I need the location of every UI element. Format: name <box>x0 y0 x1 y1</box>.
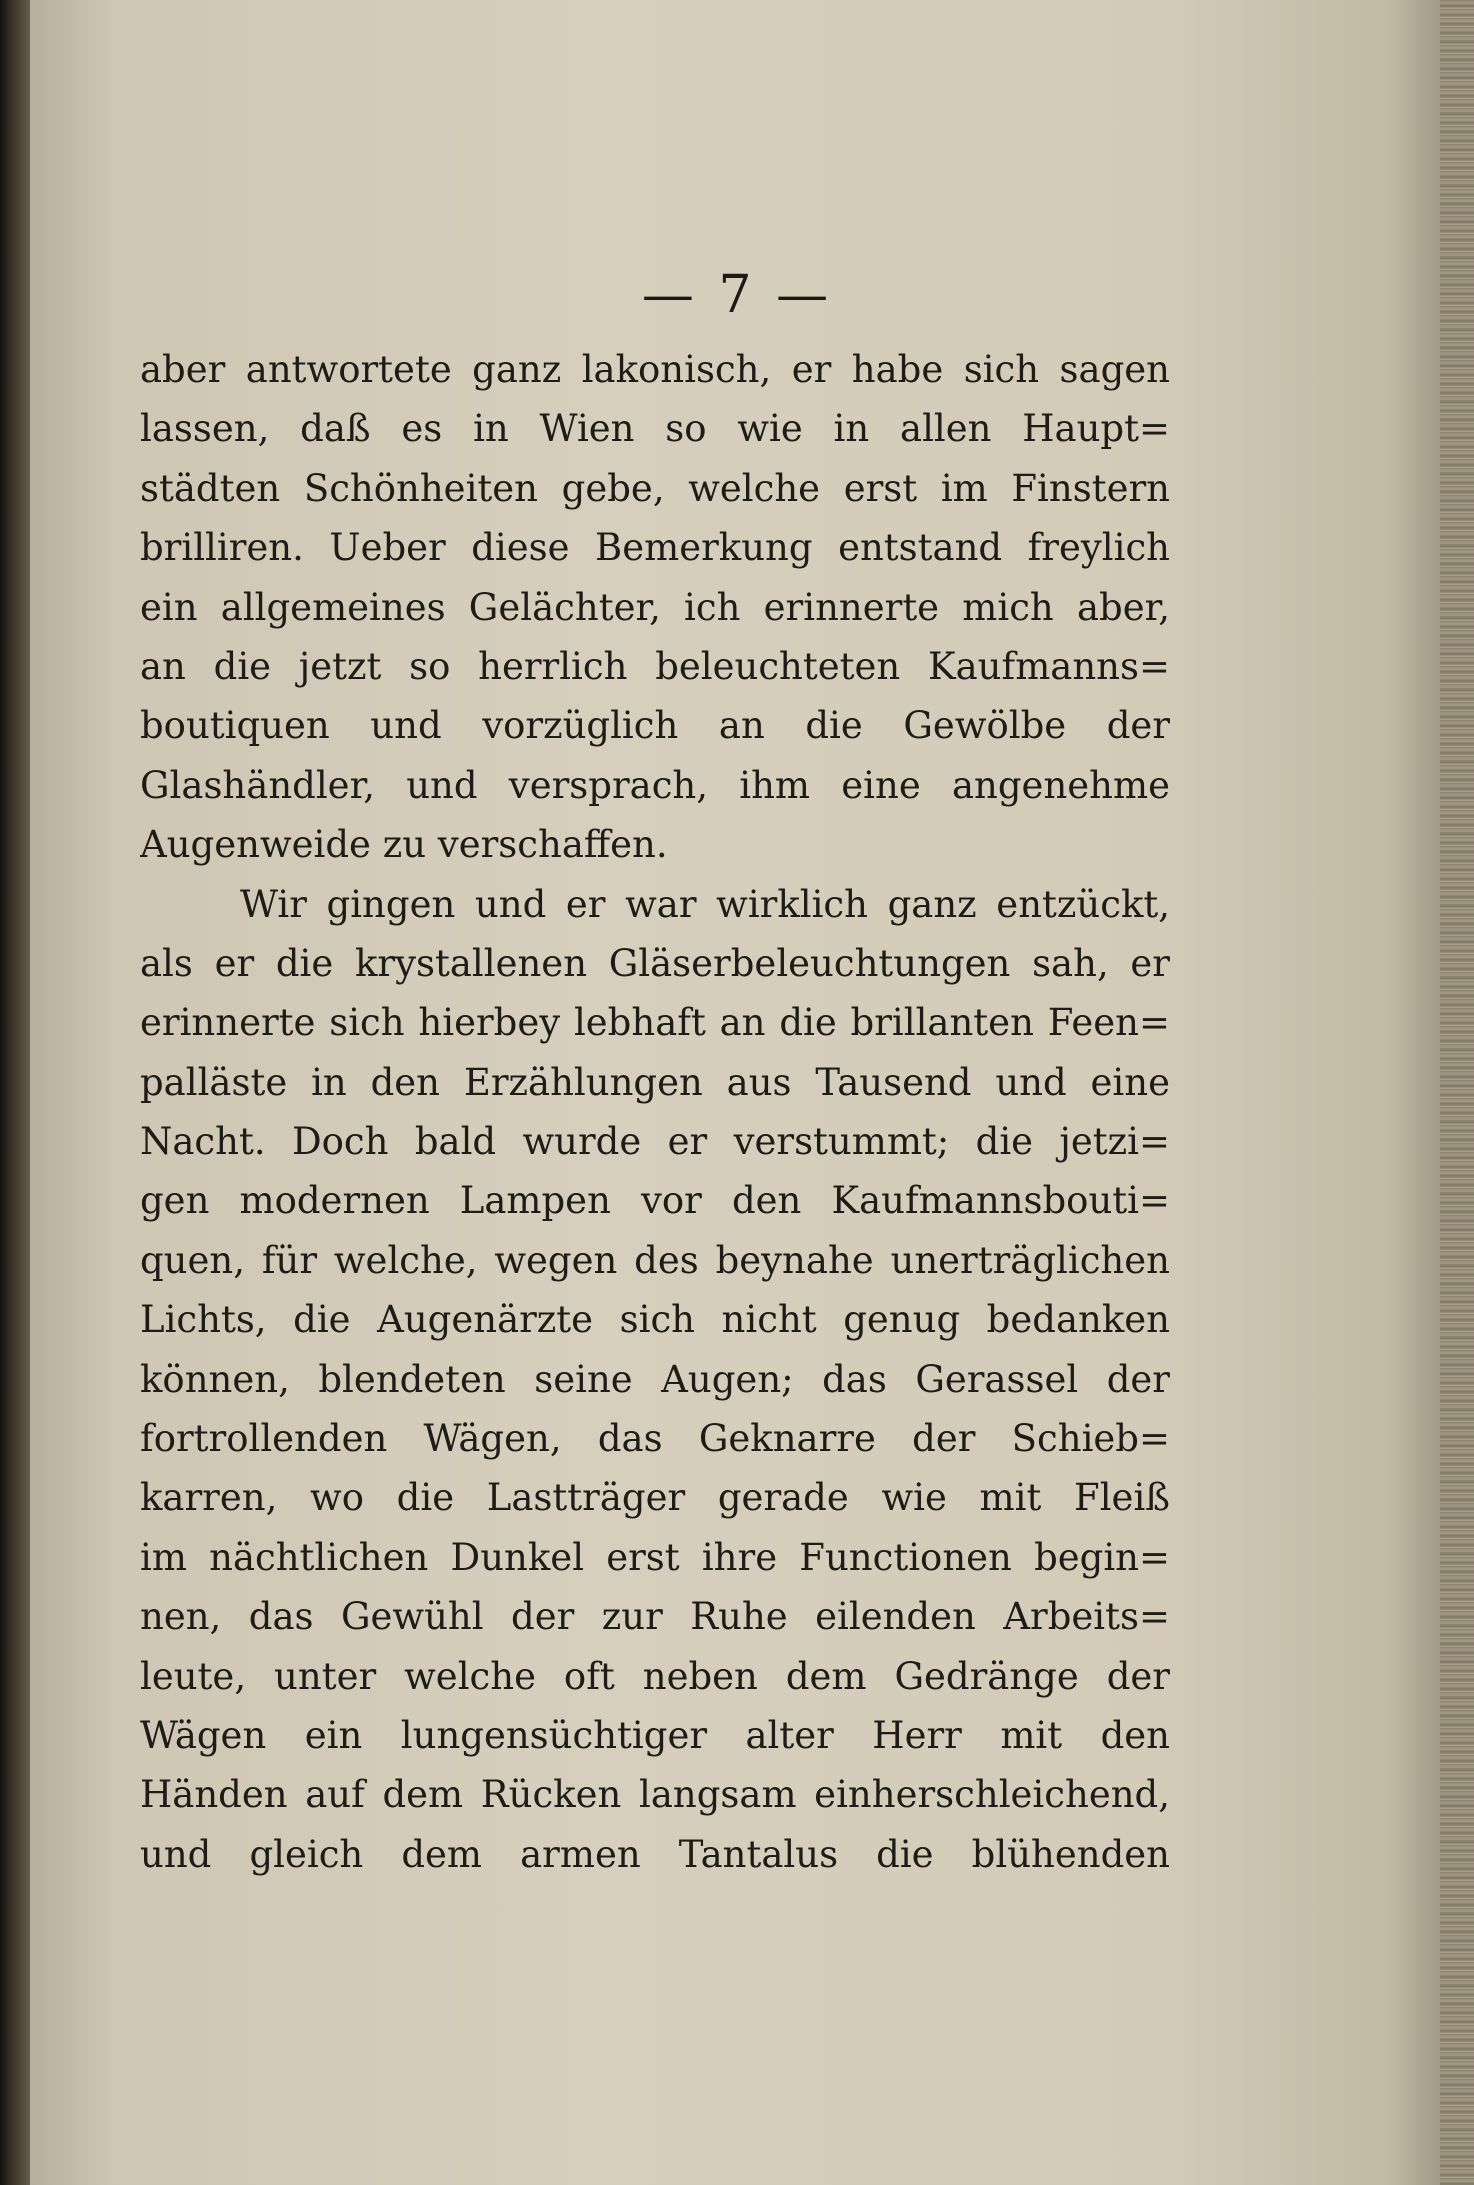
text-line: Lichts, die Augenärzte sich nicht genug bedanken <box>140 1298 1170 1342</box>
text-line: brilliren. Ueber diese Bemerkung entstand freylich <box>140 526 1170 570</box>
text-line: ein allgemeines Gelächter, ich erinnerte mich aber, <box>140 585 1170 629</box>
text-line: leute, unter welche oft neben dem Gedränge der <box>140 1654 1170 1698</box>
text-line: und gleich dem armen Tantalus die blühenden <box>140 1832 1170 1876</box>
text-line: boutiquen und vorzüglich an die Gewölbe der <box>140 704 1170 748</box>
text-line: können, blendeten seine Augen; das Gerassel der <box>140 1357 1170 1401</box>
text-line: als er die krystallenen Gläserbeleuchtungen sah, er <box>140 941 1170 985</box>
text-line: Nacht. Doch bald wurde er verstummt; die jetzi= <box>140 1120 1170 1164</box>
text-line: nen, das Gewühl der zur Ruhe eilenden Arbeits= <box>140 1595 1170 1639</box>
text-line: erinnerte sich hierbey lebhaft an die brillanten Feen= <box>140 1001 1170 1045</box>
page-number-header: — 7 — <box>641 265 833 325</box>
text-line: palläste in den Erzählungen aus Tausend und eine <box>140 1060 1170 1104</box>
paragraph-start-line: Wir gingen und er war wirklich ganz entzückt, <box>240 882 1170 926</box>
text-line: an die jetzt so herrlich beleuchteten Kaufmanns= <box>140 644 1170 688</box>
text-line: im nächtlichen Dunkel erst ihre Functionen begin= <box>140 1535 1170 1579</box>
text-line: Wägen ein lungensüchtiger alter Herr mit den <box>140 1713 1170 1757</box>
text-line: quen, für welche, wegen des beynahe unerträglichen <box>140 1238 1170 1282</box>
text-line: karren, wo die Lastträger gerade wie mit Fleiß <box>140 1476 1170 1520</box>
text-line: gen modernen Lampen vor den Kaufmannsbouti= <box>140 1179 1170 1223</box>
text-line: Glashändler, und versprach, ihm eine angenehme <box>140 763 1170 807</box>
text-line: aber antwortete ganz lakonisch, er habe sich sagen <box>140 348 1170 391</box>
body-text <box>140 340 1170 1884</box>
text-line: lassen, daß es in Wien so wie in allen Haupt= <box>140 407 1170 451</box>
text-line: städten Schönheiten gebe, welche erst im Finstern <box>140 466 1170 510</box>
text-line: fortrollenden Wägen, das Geknarre der Schieb= <box>140 1417 1170 1461</box>
text-line: Augenweide zu verschaffen. <box>140 823 668 867</box>
text-line: Händen auf dem Rücken langsam einherschleichend, <box>140 1773 1170 1817</box>
